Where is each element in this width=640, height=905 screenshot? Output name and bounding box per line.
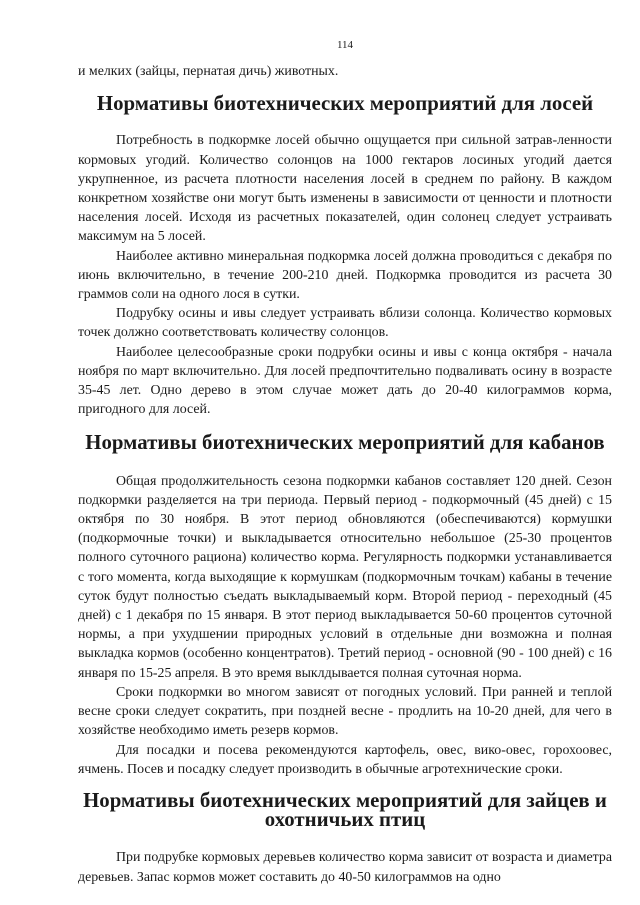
- boar-paragraph-2: Сроки подкормки во многом зависят от погодных условий. При ранней и теплой весне сроки следует сократить, при поздней весне - продлить на 10-20 дней, для чего в хозяйстве необходимо иметь резерв кормов.: [78, 684, 612, 739]
- moose-paragraph-3: Подрубку осины и ивы следует устраивать вблизи солонца. Количество кормовых точек должно соответствовать количеству солонцов.: [78, 306, 612, 341]
- intro-text: и мелких (зайцы, пернатая дичь) животных.: [78, 64, 339, 79]
- moose-paragraph-4: Наиболее целесообразные сроки подрубки осины и ивы с конца октября - начала ноября по март включительно. Для лосей предпочтительно подваливать осину в возрасте 35-45 лет. Одно дерево в этом случае может дать до 20-40 килограммов корма, пригодного для лосей.: [78, 344, 612, 418]
- page-number: 114: [336, 39, 354, 51]
- moose-paragraph-2: Наиболее активно минеральная подкормка лосей должна проводиться с декабря по июнь включительно, в течение 200-210 дней. Подкормка проводится из расчета 30 граммов соли на одного лося в сутки.: [78, 248, 612, 303]
- page-content: [78, 62, 612, 887]
- heading-boar: Нормативы биотехнических мероприятий для кабанов: [85, 430, 605, 455]
- boar-paragraph-1: Общая продолжительность сезона подкормки кабанов составляет 120 дней. Сезон подкормки разделяется на три периода. Первый период - подкормочный (45 дней) с 15 октября по 30 ноября. В этот период обновляются (обеспечиваются) кормушки (подкормочные точки) и выкладывается относительно небольшое (25-30 процентов полного суточного рациона) количество корма. Регулярность подкормки устанавливается с того момента, когда выходящие к кормушкам (подкормочным точкам) кабаны в течение суток будут полностью съедать выкладываемый корм. Второй период - переходный (45 дней) с 1 декабря по 15 января. В этот период выкладывается 50-60 процентов суточной нормы, а при ухудшении природных условий в отдельные дни возможна и полная выкладка кормов (особенно концентратов). Третий период - основной (90 - 100 дней) с 16 января по 15-25 апреля. В это время выклдывается полная суточная норма.: [78, 473, 612, 681]
- heading-hare-birds: Нормативы биотехнических мероприятий для зайцев и охотничьих птиц: [83, 787, 607, 832]
- hare-birds-paragraph-1: При подрубке кормовых деревьев количество корма зависит от возраста и диаметра деревьев. Запас кормов может составить до 40-50 килограммов на одно: [78, 850, 612, 885]
- moose-paragraph-1: Потребность в подкормке лосей обычно ощущается при сильной затрав-ленности кормовых угодий. Количество солонцов на 1000 гектаров лосиных угодий дается укрупненное, из расчета плотности населения лосей в среднем по району. В каждом конкретном хозяйстве они могут быть изменены в зависимости от ценности и плотности населения лосей. Исходя из расчетных показателей, один солонец следует устраивать максимум на 5 лосей.: [78, 133, 612, 245]
- boar-paragraph-3: Для посадки и посева рекомендуются картофель, овес, вико-овес, горохоовес, ячмень. Посев и посадку следует производить в обычные агротехнические сроки.: [78, 742, 612, 777]
- heading-moose: Нормативы биотехнических мероприятий для лосей: [96, 91, 594, 116]
